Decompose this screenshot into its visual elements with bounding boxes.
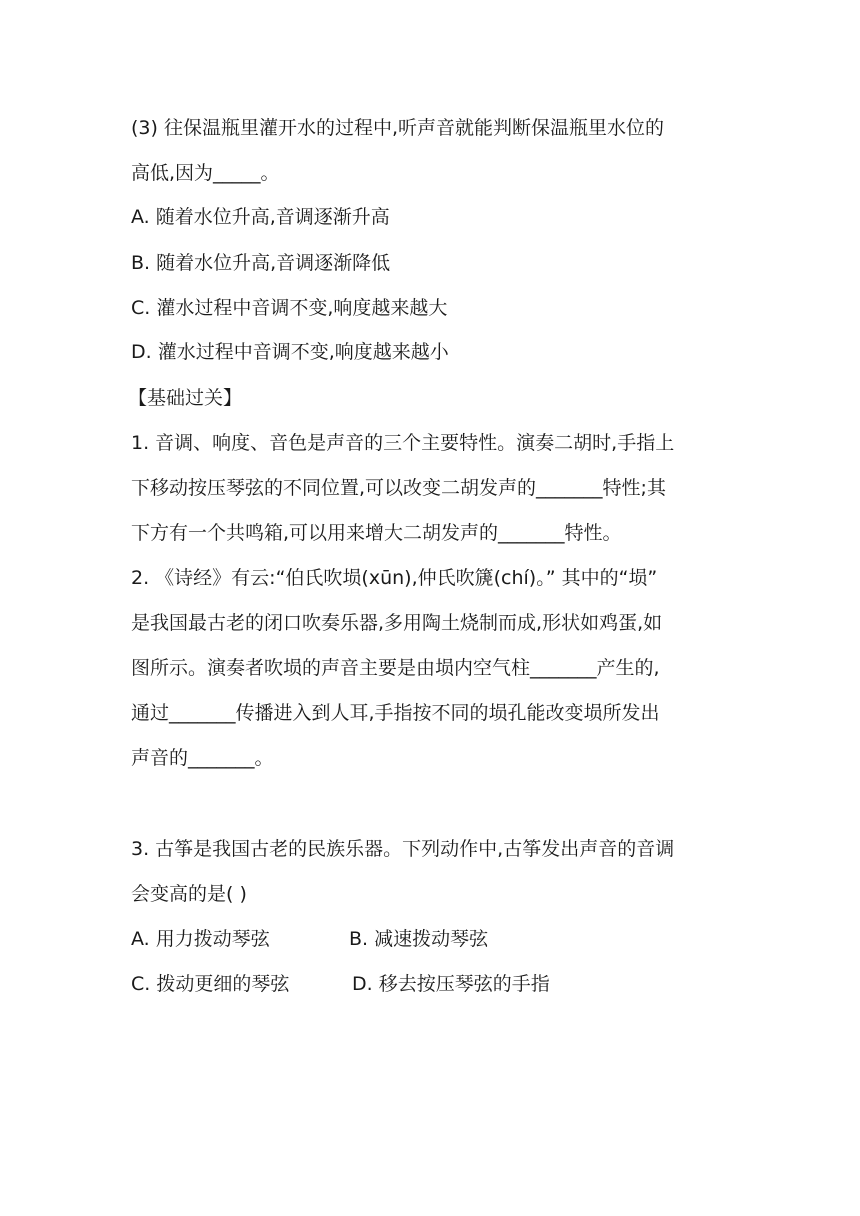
q3-option-b: B. 减速拨动琴弦 (349, 928, 489, 950)
q3-option-c: C. 拨动更细的琴弦 (131, 973, 290, 995)
section-heading: 【基础过关】 (128, 387, 243, 409)
q3-prev-option-c: C. 灌水过程中音调不变,响度越来越大 (131, 297, 448, 319)
q3-prev-option-b: B. 随着水位升高,音调逐渐降低 (131, 252, 391, 274)
q3-prev-stem-line1: (3) 往保温瓶里灌开水的过程中,听声音就能判断保温瓶里水位的 (131, 117, 664, 139)
q2-line3: 图所示。演奏者吹埙的声音主要是由埙内空气柱_______产生的, (131, 657, 660, 679)
q3-prev-stem-line2: 高低,因为_____。 (131, 162, 280, 184)
q3-prev-option-d: D. 灌水过程中音调不变,响度越来越小 (131, 341, 449, 363)
q2-line1: 2. 《诗经》有云:“伯氏吹埙(xūn),仲氏吹篪(chí)。” 其中的“埙” (131, 567, 658, 589)
q3-option-a: A. 用力拨动琴弦 (131, 928, 270, 950)
q3-line2: 会变高的是( ) (131, 883, 247, 905)
q2-line2: 是我国最古老的闭口吹奏乐器,多用陶土烧制而成,形状如鸡蛋,如 (131, 612, 663, 634)
q2-line4: 通过_______传播进入到人耳,手指按不同的埙孔能改变埙所发出 (131, 702, 660, 724)
q2-line5: 声音的_______。 (131, 747, 274, 769)
q3-prev-option-a: A. 随着水位升高,音调逐渐升高 (131, 206, 390, 228)
q1-line3: 下方有一个共鸣箱,可以用来增大二胡发声的_______特性。 (131, 522, 622, 544)
q1-line2: 下移动按压琴弦的不同位置,可以改变二胡发声的_______特性;其 (131, 477, 666, 499)
q3-option-d: D. 移去按压琴弦的手指 (352, 973, 550, 995)
q3-line1: 3. 古筝是我国古老的民族乐器。下列动作中,古筝发出声音的音调 (131, 838, 675, 860)
q1-line1: 1. 音调、响度、音色是声音的三个主要特性。演奏二胡时,手指上 (131, 432, 675, 454)
